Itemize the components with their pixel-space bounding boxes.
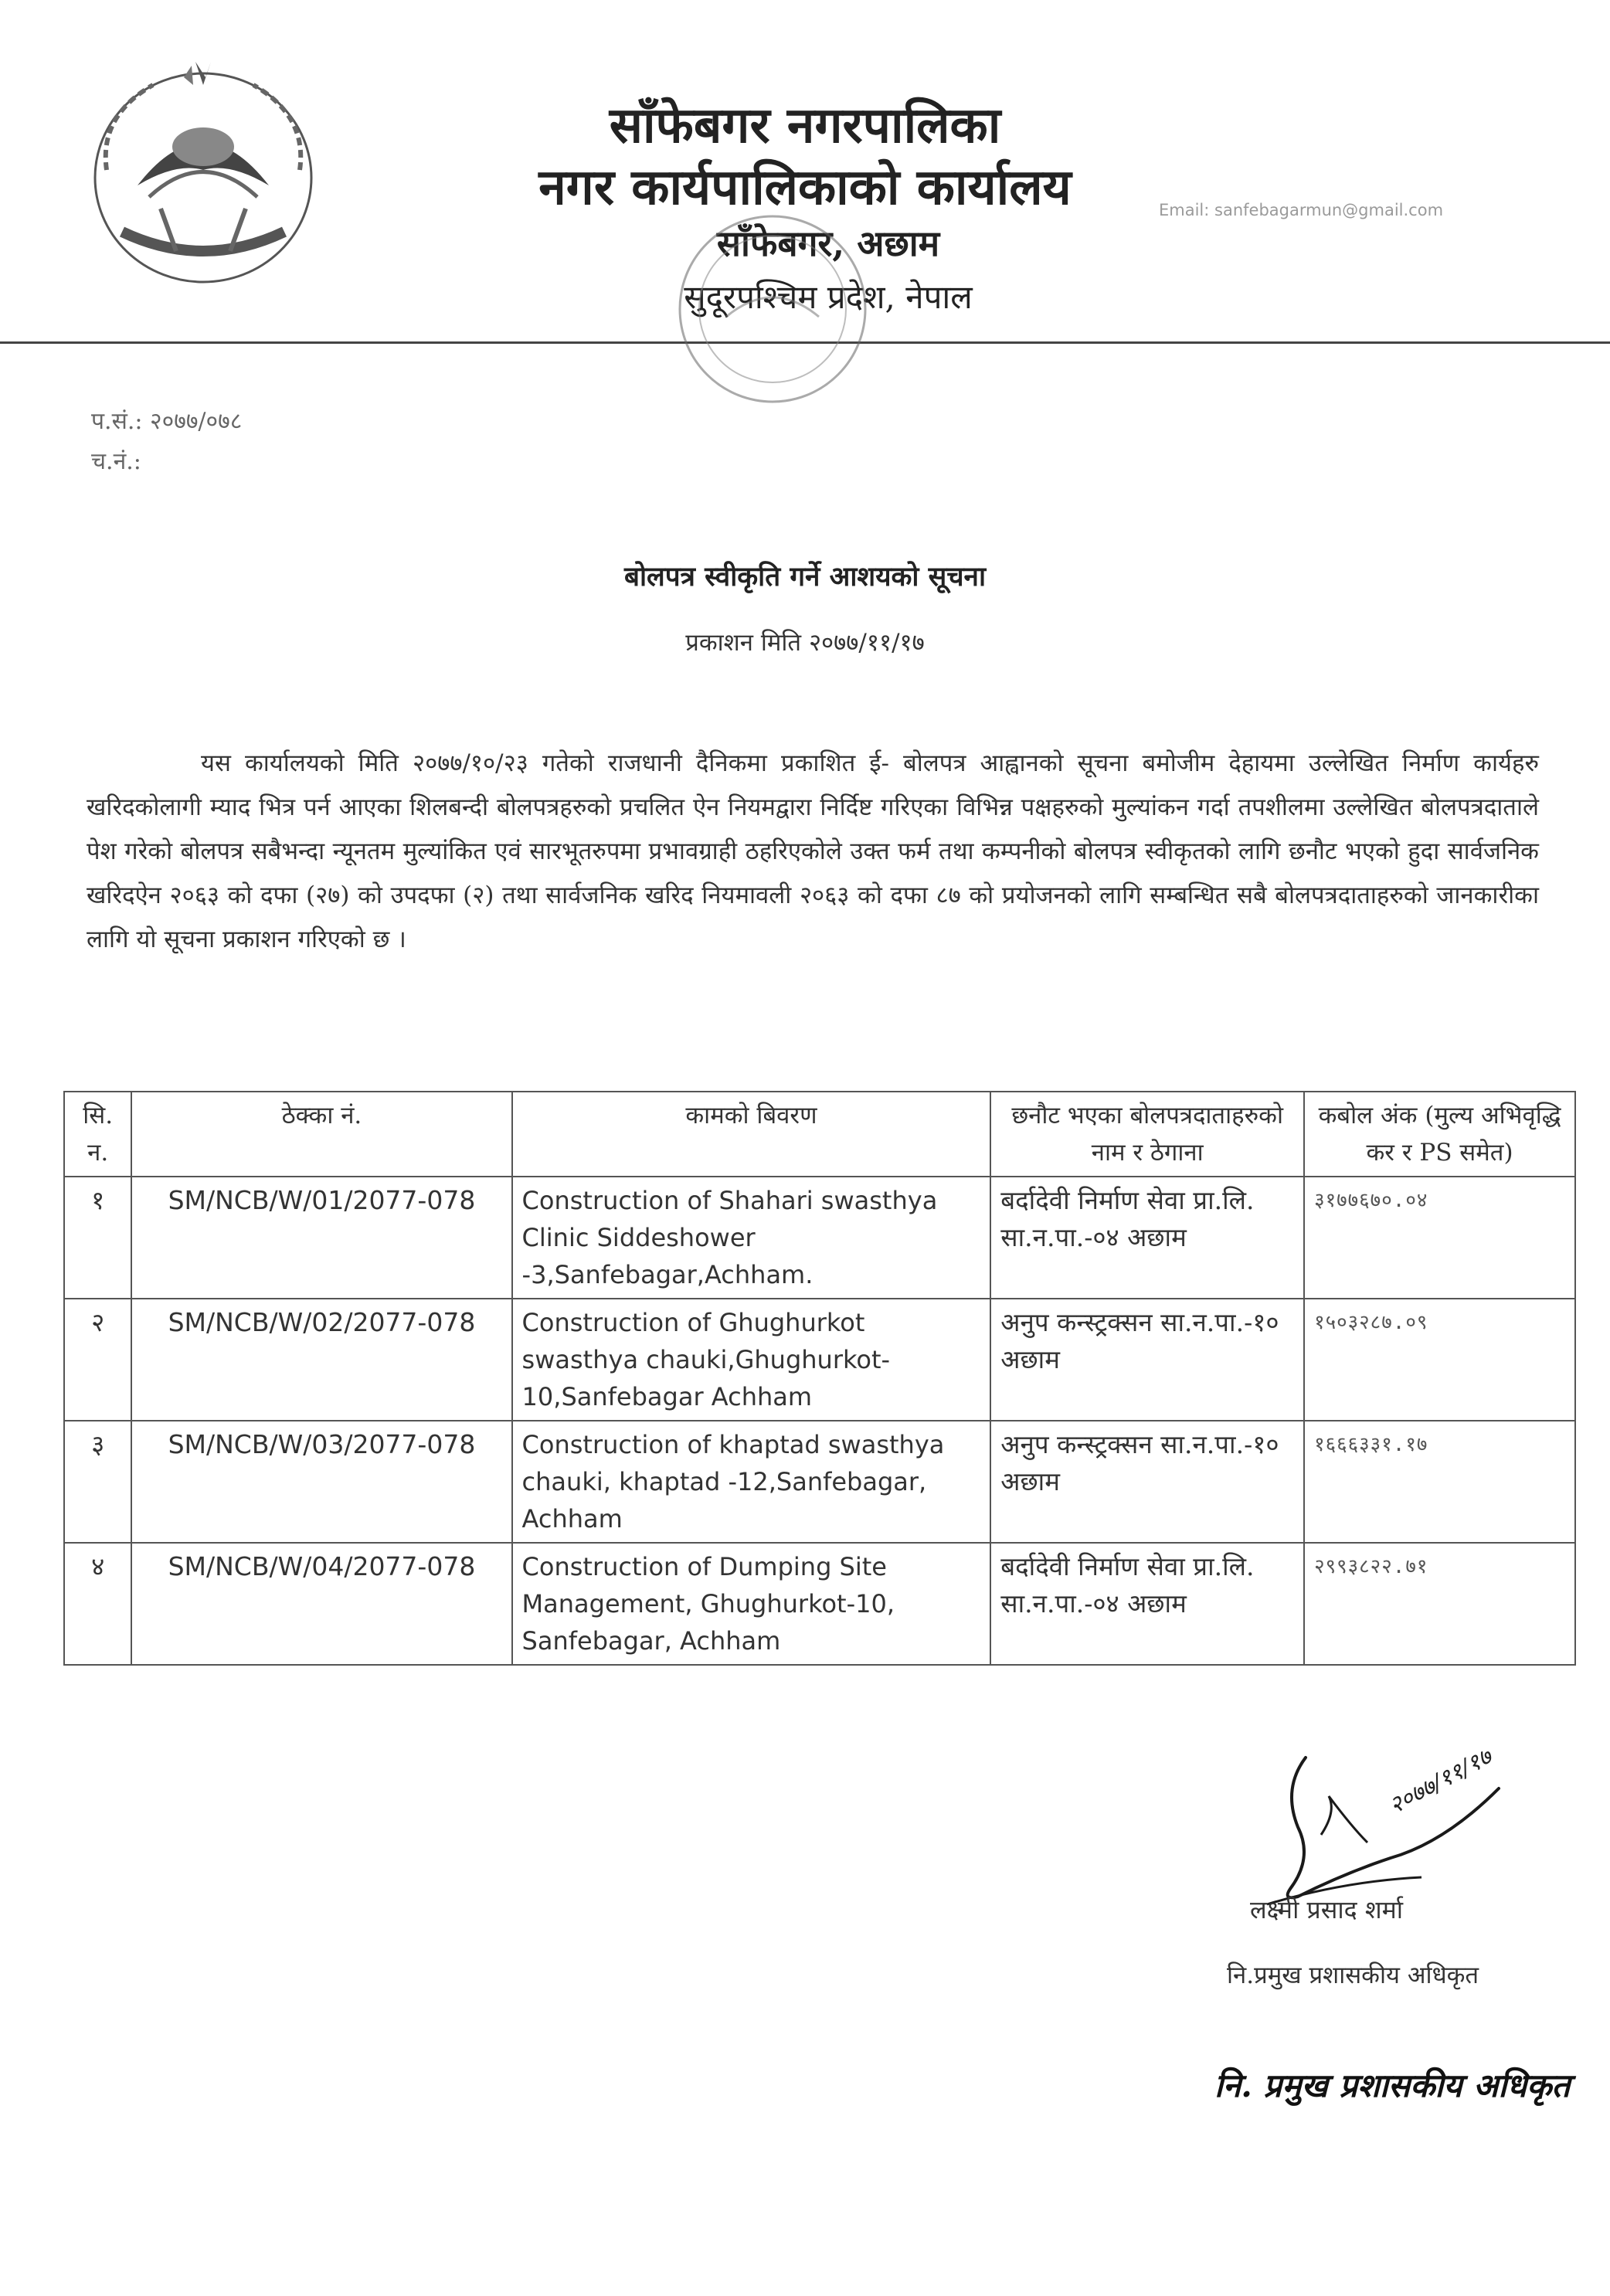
row-contract-no: SM/NCB/W/02/2077-078 <box>131 1299 511 1421</box>
row-sn: ४ <box>64 1543 131 1665</box>
row-amount: १६६६३३१.१७ <box>1304 1421 1575 1543</box>
notice-body: यस कार्यालयको मिति २०७७/१०/२३ गतेको राजधानी दैनिकमा प्रकाशित ई- बोलपत्र आह्वानको सूचना बमोजीम देहायमा उल्लेखित निर्माण कार्यहरु खरिदकोलागी म्याद भित्र पर्न आएका शिलबन्दी बोलपत्रहरुको प्रचलित ऐन नियमद्वारा निर्दिष्ट गरिएका विभिन्न पक्षहरुको मुल्यांकन गर्दा तपशीलमा उल्लेखित बोलपत्रदाताले पेश गरेको बोलपत्र सबैभन्दा न्यूनतम मुल्यांकित एवं सारभूतरुपमा प्रभावग्राही ठहरिएकोले उक्त फर्म तथा कम्पनीको बोलपत्र स्वीकृतको लागि छनौट भएको हुदा सार्वजनिक खरिदऐन २०६३ को दफा (२७) को उपदफा (२) तथा सार्वजनिक खरिद नियमावली २०६३ को दफा ८७ को प्रयोजनको लागि सम्बन्धित सबै बोलपत्रदाताहरुको जानकारीका लागि यो सूचना प्रकाशन गरिएको छ । <box>87 749 1539 953</box>
office-address: साँफेबगर, अछाम <box>716 222 940 264</box>
row-contract-no: SM/NCB/W/03/2077-078 <box>131 1421 511 1543</box>
header-amount: कबोल अंक (मुल्य अभिवृद्धि कर र PS समेत) <box>1304 1092 1575 1177</box>
tender-table <box>63 1091 1576 1666</box>
row-sn: ३ <box>64 1421 131 1543</box>
row-bidder: बर्दादेवी निर्माण सेवा प्रा.लि. सा.न.पा.-०४ अछाम <box>990 1543 1304 1665</box>
row-contract-no: SM/NCB/W/01/2077-078 <box>131 1177 511 1299</box>
row-description: Construction of Shahari swasthya Clinic Siddeshower -3,Sanfebagar,Achham. <box>512 1177 991 1299</box>
row-bidder: अनुप कन्स्ट्रक्सन सा.न.पा.-१० अछाम <box>990 1299 1304 1421</box>
signatory-name: लक्ष्मी प्रसाद शर्मा <box>1250 1895 1404 1924</box>
signature-date: २०७७/११/१७ <box>1384 1743 1496 1820</box>
header-bidder: छनौट भएका बोलपत्रदाताहरुको नाम र ठेगाना <box>990 1092 1304 1177</box>
row-amount: ३१७७६७०.०४ <box>1304 1177 1575 1299</box>
table-row <box>64 1299 1575 1421</box>
table-row <box>64 1177 1575 1299</box>
header-sn: सि. न. <box>64 1092 131 1177</box>
row-amount: १५०३२८७.०९ <box>1304 1299 1575 1421</box>
province-country: सुदूरपश्चिम प्रदेश, नेपाल <box>684 278 973 316</box>
table-row <box>64 1421 1575 1543</box>
publication-date: प्रकाशन मिति २०७७/११/१७ <box>685 629 925 657</box>
table-row <box>64 1543 1575 1665</box>
municipality-name: साँफेबगर नगरपालिका <box>609 97 1001 155</box>
notice-title: बोलपत्र स्वीकृति गर्ने आशयको सूचना <box>623 561 987 593</box>
designation-stamp: नि. प्रमुख प्रशासकीय अधिकृत <box>1214 2067 1571 2104</box>
row-bidder: अनुप कन्स्ट्रक्सन सा.न.पा.-१० अछाम <box>990 1421 1304 1543</box>
office-name: नगर कार्यपालिकाको कार्यालय <box>538 158 1072 216</box>
dispatch-number: च.नं.: <box>91 448 141 475</box>
table-header-row <box>64 1092 1575 1177</box>
row-contract-no: SM/NCB/W/04/2077-078 <box>131 1543 511 1665</box>
row-description: Construction of Dumping Site Management, Ghughurkot-10, Sanfebagar, Achham <box>512 1543 991 1665</box>
signatory-post: नि.प्रमुख प्रशासकीय अधिकृत <box>1227 1961 1479 1989</box>
row-sn: २ <box>64 1299 131 1421</box>
row-amount: २९९३८२२.७१ <box>1304 1543 1575 1665</box>
row-description: Construction of khaptad swasthya chauki, khaptad -12,Sanfebagar, Achham <box>512 1421 991 1543</box>
header-contract-no: ठेक्का नं. <box>131 1092 511 1177</box>
row-description: Construction of Ghughurkot swasthya chauki,Ghughurkot-10,Sanfebagar Achham <box>512 1299 991 1421</box>
row-sn: १ <box>64 1177 131 1299</box>
contact-email: Email: sanfebagarmun@gmail.com <box>1159 201 1444 219</box>
office-seal <box>657 193 888 425</box>
reference-number: प.सं.: २०७७/०७८ <box>91 408 243 435</box>
header-description: कामको बिवरण <box>512 1092 991 1177</box>
row-bidder: बर्दादेवी निर्माण सेवा प्रा.लि. सा.न.पा.-०४ अछाम <box>990 1177 1304 1299</box>
